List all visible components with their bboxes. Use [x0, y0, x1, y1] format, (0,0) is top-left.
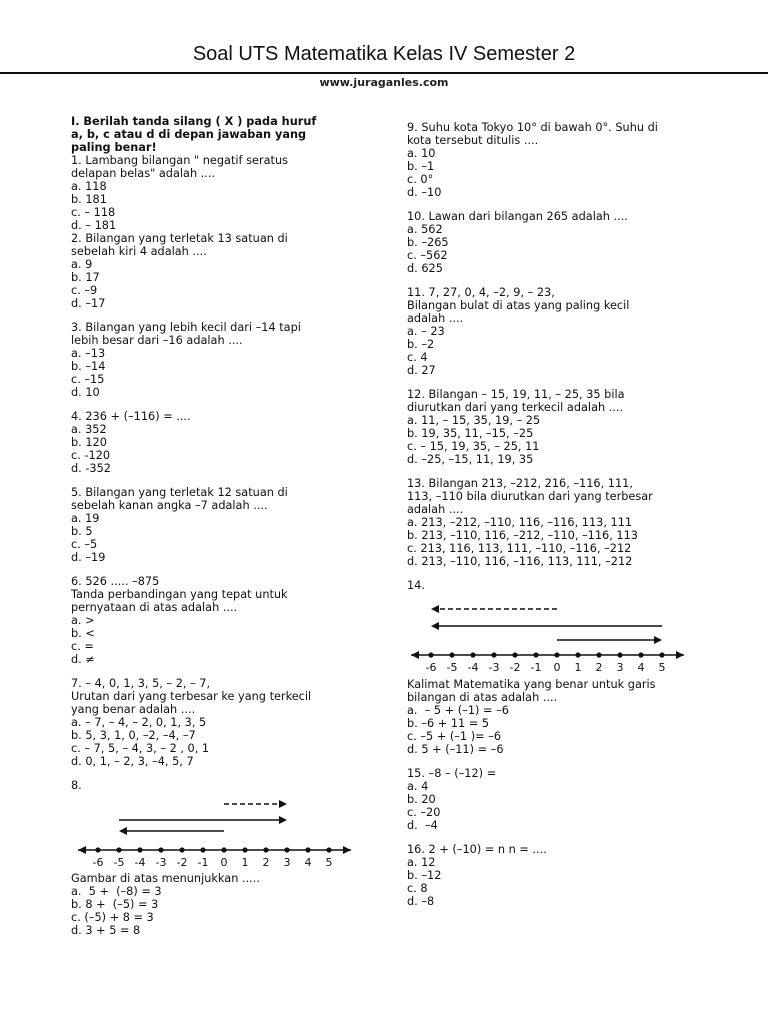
question-14	[407, 579, 707, 756]
question	[407, 388, 707, 466]
answer-option: d. 27	[407, 364, 436, 377]
question	[407, 477, 707, 568]
right-questions-2	[407, 767, 707, 908]
question-8-label: 8.	[71, 779, 82, 792]
question-text: yang benar adalah ....	[71, 703, 196, 716]
answer-option: d. –25, –15, 11, 19, 35	[407, 453, 534, 466]
tick-label: -6	[425, 661, 437, 674]
question-text: sebelah kanan angka –7 adalah ....	[71, 499, 268, 512]
question-text: Kalimat Matematika yang benar untuk garis	[407, 678, 656, 691]
answer-option: c. (–5) + 8 = 3	[71, 911, 154, 924]
instruction-line: a, b, c atau d di depan jawaban yang	[71, 128, 307, 141]
question-text: lebih besar dari –16 adalah ....	[71, 334, 243, 347]
question-text: Gambar di atas menunjukkan .....	[71, 872, 260, 885]
arrow-head-icon	[431, 605, 439, 613]
tick-label: 2	[262, 856, 270, 869]
question-text: 3. Bilangan yang lebih kecil dari –14 tapi	[71, 321, 301, 334]
tick-label: 2	[595, 661, 603, 674]
tick-label: -3	[488, 661, 500, 674]
answer-option: c. –5	[71, 538, 98, 551]
answer-option: a. 9	[71, 258, 93, 271]
answer-option: c. 213, 116, 113, 111, –110, –116, –212	[407, 542, 632, 555]
question-text: bilangan di atas adalah ....	[407, 691, 558, 704]
question	[71, 410, 371, 475]
answer-option: a. – 23	[407, 325, 445, 338]
tick-point	[326, 847, 331, 852]
title-divider	[0, 72, 768, 74]
answer-option: a. 19	[71, 512, 100, 525]
arrow-head-icon	[654, 636, 662, 644]
answer-option: c. –5 + (–1 )= –6	[407, 730, 502, 743]
tick-label: -4	[134, 856, 146, 869]
arrow-head-icon	[279, 816, 287, 824]
question	[71, 232, 371, 310]
answer-option: a. 5 + (–8) = 3	[71, 885, 162, 898]
question	[71, 154, 371, 232]
answer-option: b. 17	[71, 271, 100, 284]
answer-option: c. –562	[407, 249, 448, 262]
answer-option: c. –15	[71, 373, 105, 386]
tick-label: 3	[616, 661, 624, 674]
tick-point	[242, 847, 247, 852]
question-text: 16. 2 + (–10) = n n = ....	[407, 843, 547, 856]
question-text: 4. 236 + (–116) = ....	[71, 410, 191, 423]
answer-option: a. >	[71, 614, 95, 627]
question-text: diurutkan dari yang terkecil adalah ....	[407, 401, 624, 414]
question	[71, 575, 371, 666]
tick-label: -5	[113, 856, 125, 869]
question	[71, 486, 371, 564]
answer-option: b. –12	[407, 869, 442, 882]
answer-option: d. –4	[407, 819, 438, 832]
tick-point	[596, 652, 601, 657]
answer-option: d. 10	[71, 386, 100, 399]
answer-option: c. 4	[407, 351, 428, 364]
question	[407, 121, 707, 199]
left-column	[71, 115, 371, 937]
question	[407, 767, 707, 832]
axis-left-arrow-icon	[411, 651, 419, 659]
tick-point	[617, 652, 622, 657]
question-text: 15. –8 – (–12) =	[407, 767, 497, 780]
question	[407, 843, 707, 908]
question-8	[71, 779, 371, 937]
question-text: 10. Lawan dari bilangan 265 adalah ....	[407, 210, 628, 223]
answer-option: b. <	[71, 627, 95, 640]
question-text: 6. 526 ..... –875	[71, 575, 160, 588]
answer-option: a. 562	[407, 223, 443, 236]
answer-option: d. 3 + 5 = 8	[71, 924, 141, 937]
question-text: 9. Suhu kota Tokyo 10° di bawah 0°. Suhu di	[407, 121, 658, 134]
tick-label: 3	[283, 856, 291, 869]
answer-option: b. 181	[71, 193, 107, 206]
answer-option: b. 120	[71, 436, 107, 449]
question-text: 113, –110 bila diurutkan dari yang terbesar	[407, 490, 653, 503]
answer-option: a. 118	[71, 180, 107, 193]
question-text: Tanda perbandingan yang tepat untuk	[71, 588, 288, 601]
question-8-body	[71, 872, 371, 937]
question-text: 2. Bilangan yang terletak 13 satuan di	[71, 232, 288, 245]
tick-point	[449, 652, 454, 657]
question-text: 13. Bilangan 213, –212, 216, –116, 111,	[407, 477, 633, 490]
tick-label: 4	[304, 856, 312, 869]
answer-option: a. 10	[407, 147, 436, 160]
tick-label: 5	[325, 856, 333, 869]
answer-option: d. 0, 1, – 2, 3, –4, 5, 7	[71, 755, 194, 768]
answer-option: d. –8	[407, 895, 435, 908]
tick-point	[284, 847, 289, 852]
answer-option: d. ≠	[71, 653, 95, 666]
tick-point	[638, 652, 643, 657]
tick-point	[533, 652, 538, 657]
answer-option: a. –13	[71, 347, 106, 360]
tick-point	[95, 847, 100, 852]
answer-option: c. =	[71, 640, 94, 653]
answer-option: b. –265	[407, 236, 449, 249]
axis-right-arrow-icon	[343, 846, 351, 854]
tick-label: 5	[658, 661, 666, 674]
tick-label: -2	[176, 856, 188, 869]
question-text: 11. 7, 27, 0, 4, –2, 9, – 23,	[407, 286, 555, 299]
answer-option: b. 213, –110, 116, –212, –110, –116, 113	[407, 529, 638, 542]
question-text: sebelah kiri 4 adalah ....	[71, 245, 207, 258]
tick-label: -1	[197, 856, 209, 869]
tick-label: 4	[637, 661, 645, 674]
answer-option: b. 5	[71, 525, 93, 538]
answer-option: d. –17	[71, 297, 106, 310]
answer-option: a. – 7, – 4, – 2, 0, 1, 3, 5	[71, 716, 207, 729]
answer-option: c. 8	[407, 882, 428, 895]
arrow-head-icon	[279, 800, 287, 808]
answer-option: d. 5 + (–11) = –6	[407, 743, 504, 756]
answer-option: c. –20	[407, 806, 441, 819]
answer-option: d. 625	[407, 262, 443, 275]
answer-option: a. 213, –212, –110, 116, –116, 113, 111	[407, 516, 633, 529]
answer-option: c. – 118	[71, 206, 116, 219]
answer-option: a. 11, – 15, 35, 19, – 25	[407, 414, 541, 427]
question-text: delapan belas" adalah ....	[71, 167, 216, 180]
page-title: Soal UTS Matematika Kelas IV Semester 2	[192, 43, 576, 65]
question	[407, 210, 707, 275]
answer-option: b. 20	[407, 793, 436, 806]
answer-option: b. 5, 3, 1, 0, –2, –4, –7	[71, 729, 196, 742]
tick-label: -5	[446, 661, 458, 674]
tick-point	[221, 847, 226, 852]
question-text: Urutan dari yang terbesar ke yang terkecil	[71, 690, 312, 703]
answer-option: b. –1	[407, 160, 435, 173]
tick-point	[263, 847, 268, 852]
tick-label: -4	[467, 661, 479, 674]
answer-option: a. 352	[71, 423, 107, 436]
tick-point	[305, 847, 310, 852]
right-questions	[407, 121, 707, 568]
tick-point	[659, 652, 664, 657]
answer-option: b. 19, 35, 11, –15, –25	[407, 427, 534, 440]
tick-point	[200, 847, 205, 852]
number-line-14	[407, 592, 707, 678]
tick-point	[137, 847, 142, 852]
question	[71, 677, 371, 768]
tick-label: 1	[241, 856, 249, 869]
answer-option: a. 12	[407, 856, 436, 869]
tick-label: -1	[530, 661, 542, 674]
tick-point	[554, 652, 559, 657]
tick-label: 0	[220, 856, 228, 869]
question-text: adalah ....	[407, 312, 464, 325]
tick-label: -2	[509, 661, 521, 674]
question	[71, 321, 371, 399]
question-text: 5. Bilangan yang terletak 12 satuan di	[71, 486, 288, 499]
tick-point	[158, 847, 163, 852]
answer-option: d. -352	[71, 462, 111, 475]
answer-option: c. – 15, 19, 35, – 25, 11	[407, 440, 540, 453]
arrow-head-icon	[119, 827, 127, 835]
number-line-8	[71, 792, 371, 872]
question-text: 12. Bilangan – 15, 19, 11, – 25, 35 bila	[407, 388, 625, 401]
instruction-line: I. Berilah tanda silang ( X ) pada huruf	[71, 115, 317, 128]
question-14-label: 14.	[407, 579, 425, 592]
instruction-line: paling benar!	[71, 141, 157, 154]
answer-option: b. 8 + (–5) = 3	[71, 898, 159, 911]
answer-option: c. -120	[71, 449, 111, 462]
question-14-body	[407, 678, 707, 756]
tick-point	[512, 652, 517, 657]
tick-label: 0	[553, 661, 561, 674]
answer-option: d. – 181	[71, 219, 117, 232]
question-text: 1. Lambang bilangan " negatif seratus	[71, 154, 288, 167]
question-text: pernyataan di atas adalah ....	[71, 601, 238, 614]
answer-option: d. –19	[71, 551, 106, 564]
left-questions	[71, 154, 371, 768]
tick-point	[575, 652, 580, 657]
tick-label: 1	[574, 661, 582, 674]
answer-option: d. 213, –110, 116, –116, 113, 111, –212	[407, 555, 633, 568]
instruction	[71, 115, 371, 154]
right-column	[407, 121, 707, 919]
website-url: www.juraganles.com	[319, 76, 449, 89]
answer-option: b. –14	[71, 360, 106, 373]
tick-point	[116, 847, 121, 852]
tick-point	[179, 847, 184, 852]
question-text: Bilangan bulat di atas yang paling kecil	[407, 299, 630, 312]
question	[407, 286, 707, 377]
answer-option: b. –2	[407, 338, 435, 351]
tick-label: -3	[155, 856, 167, 869]
axis-right-arrow-icon	[676, 651, 684, 659]
tick-point	[428, 652, 433, 657]
answer-option: c. 0°	[407, 173, 434, 186]
answer-option: c. – 7, 5, – 4, 3, – 2 , 0, 1	[71, 742, 210, 755]
tick-point	[470, 652, 475, 657]
answer-option: d. –10	[407, 186, 442, 199]
axis-left-arrow-icon	[78, 846, 86, 854]
question-text: kota tersebut ditulis ....	[407, 134, 539, 147]
arrow-head-icon	[431, 622, 439, 630]
answer-option: b. –6 + 11 = 5	[407, 717, 490, 730]
tick-label: -6	[92, 856, 104, 869]
answer-option: a. 4	[407, 780, 429, 793]
answer-option: a. – 5 + (–1) = –6	[407, 704, 509, 717]
question-text: 7. – 4, 0, 1, 3, 5, – 2, – 7,	[71, 677, 211, 690]
question-text: adalah ....	[407, 503, 464, 516]
answer-option: c. –9	[71, 284, 98, 297]
tick-point	[491, 652, 496, 657]
